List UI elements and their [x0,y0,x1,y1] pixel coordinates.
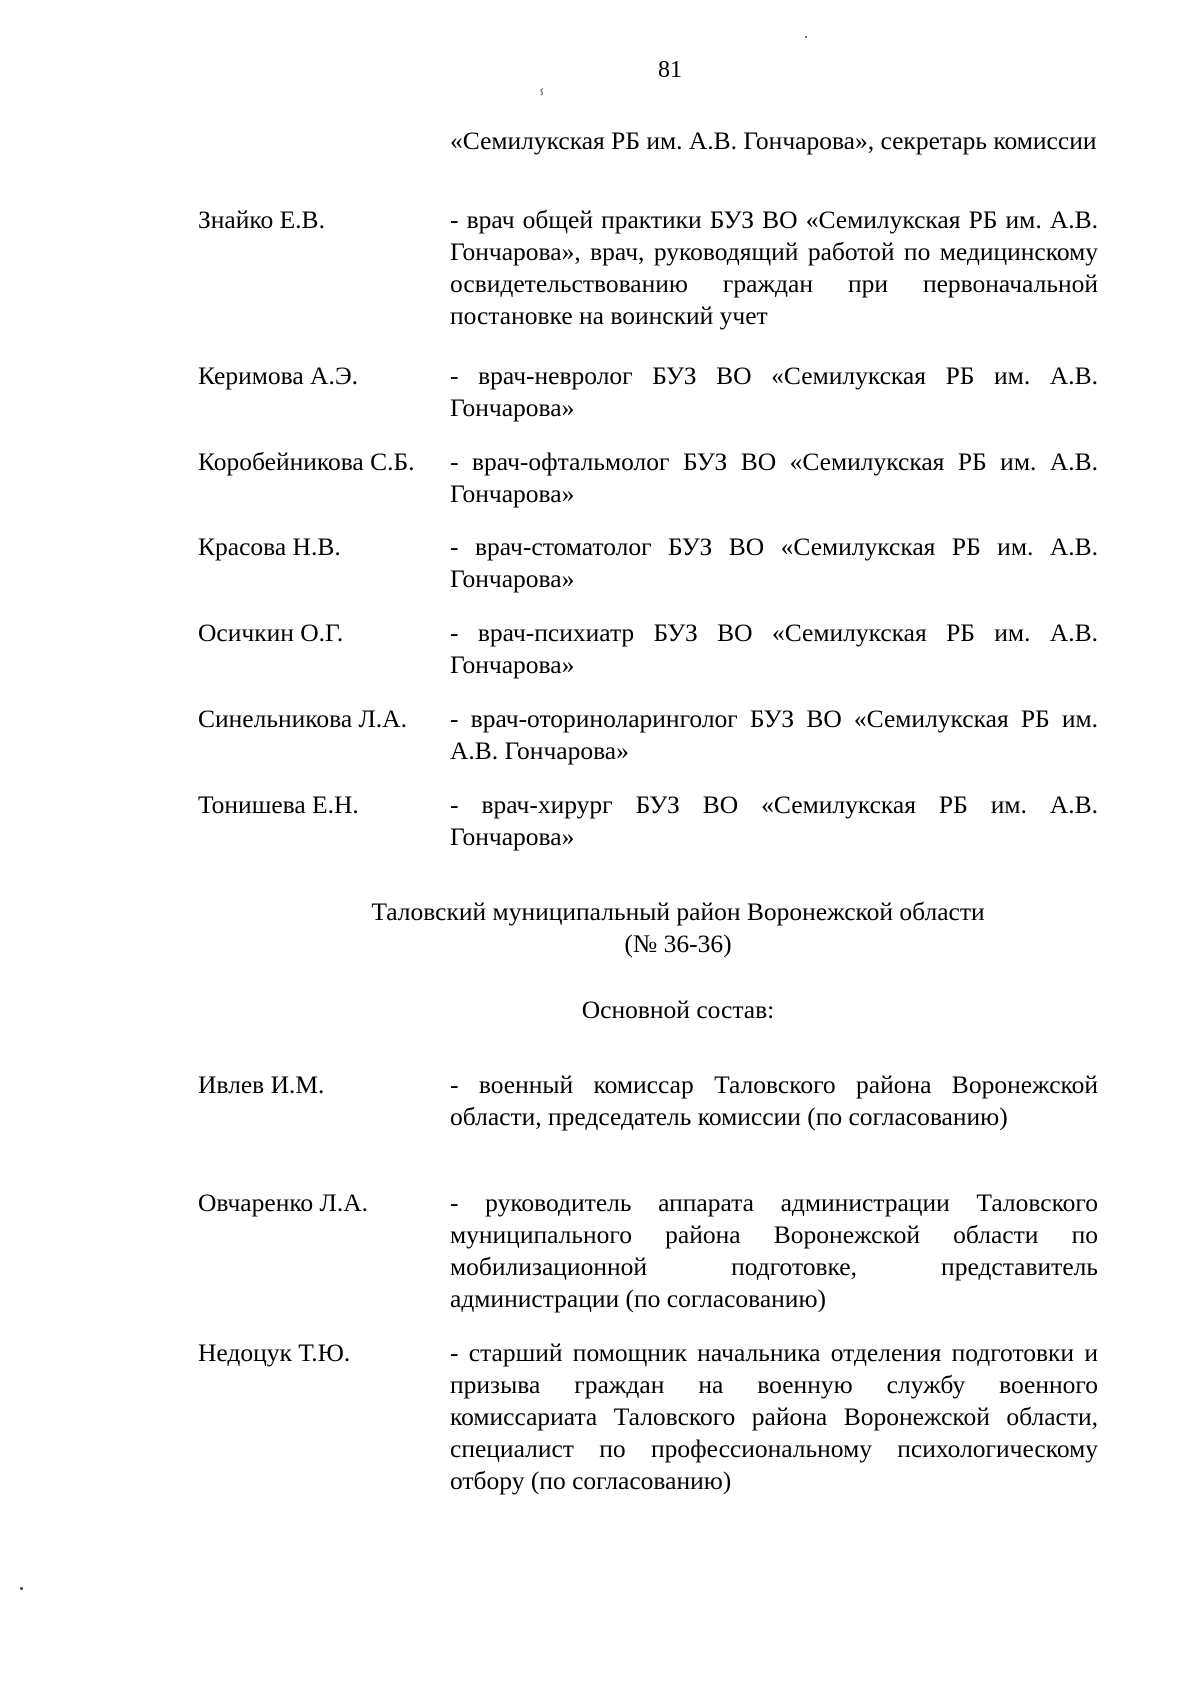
member-description: - врач-офтальмолог БУЗ ВО «Семилукская РБ им. А.В. Гончарова» [450,447,1098,508]
stray-dot [20,1587,23,1590]
member-name: Тонишева Е.Н. [198,790,359,819]
member-description: - руководитель аппарата администрации Таловского муниципального района Воронежской области по мобилизационной подготовке, представитель администрации (по согласованию) [450,1188,1098,1313]
section-title: Таловский муниципальный район Воронежской области [371,897,985,926]
member-description: - военный комиссар Таловского района Воронежской области, председатель комиссии (по согласованию) [450,1070,1098,1131]
member-name: Коробейникова С.Б. [198,447,415,476]
member-name: Синельникова Л.А. [198,704,407,733]
continuation-text: «Семилукская РБ им. А.В. Гончарова», секретарь комиссии [450,126,1097,155]
member-description: - старший помощник начальника отделения подготовки и призыва граждан на военную службу военного комиссариата Таловского района Воронежской области, специалист по профессиональному психологическому отбору (по согласованию) [450,1338,1098,1495]
member-name: Осичкин О.Г. [198,618,344,647]
member-name: Овчаренко Л.А. [198,1188,369,1217]
member-description: - врач-оториноларинголог БУЗ ВО «Семилукская РБ им. А.В. Гончарова» [450,704,1098,765]
member-name: Красова Н.В. [198,532,341,561]
member-name: Знайко Е.В. [198,205,325,234]
scan-artifact-mark: ⸯ [536,91,548,113]
member-description: - врач общей практики БУЗ ВО «Семилукская РБ им. А.В. Гончарова», врач, руководящий работой по медицинскому освидетельствованию граждан при первоначальной постановке на воинский учет [450,205,1098,330]
section-code: (№ 36-36) [624,929,732,958]
section-subtitle: Основной состав: [581,995,775,1024]
member-description: - врач-невролог БУЗ ВО «Семилукская РБ им. А.В. Гончарова» [450,361,1098,422]
stray-dot [805,36,807,38]
page-number: 81 [658,57,682,83]
member-description: - врач-стоматолог БУЗ ВО «Семилукская РБ им. А.В. Гончарова» [450,532,1098,593]
member-description: - врач-хирург БУЗ ВО «Семилукская РБ им. А.В. Гончарова» [450,790,1098,851]
member-name: Недоцук Т.Ю. [198,1338,351,1367]
member-name: Керимова А.Э. [198,361,359,390]
member-description: - врач-психиатр БУЗ ВО «Семилукская РБ им. А.В. Гончарова» [450,618,1098,679]
member-name: Ивлев И.М. [198,1070,325,1099]
